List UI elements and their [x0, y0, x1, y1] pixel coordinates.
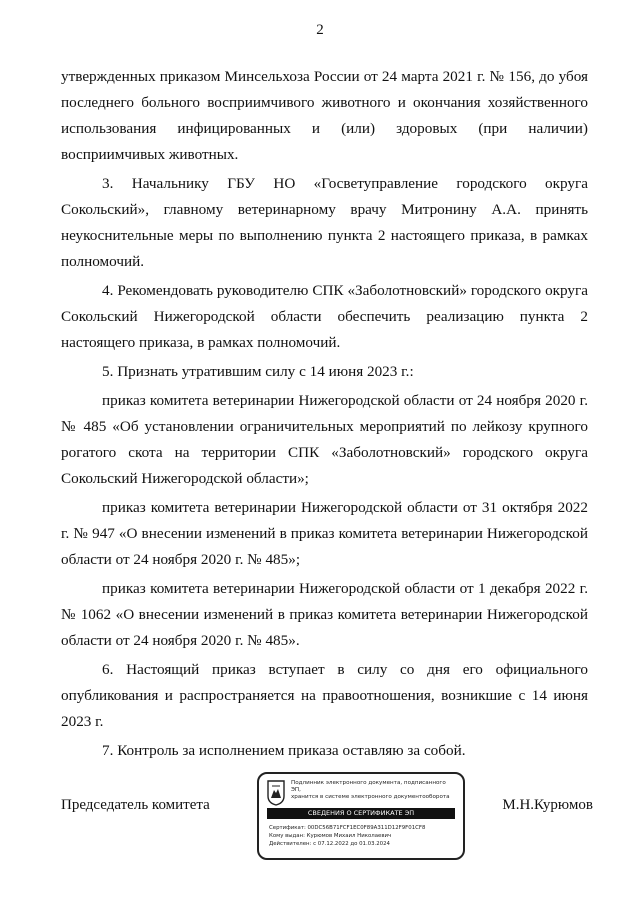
paragraph-order-947: приказ комитета ветеринарии Нижегородской области от 31 октября 2022 г. № 947 «О внесении изменений в приказ комитета ветеринарии Нижегородской области от 24 ноября 2020 г. № 485»;	[61, 499, 588, 568]
paragraph-item-4: 4. Рекомендовать руководителю СПК «Заболотновский» городского округа Сокольский Нижегородской области обеспечить реализацию пункта 2 настоящего приказа, в рамках полномочий.	[61, 282, 588, 351]
certificate-value: 00DC56B71FCF1EC0F89A311D12F9F01CF8	[307, 825, 426, 831]
paragraph-item-7: 7. Контроль за исполнением приказа оставляю за собой.	[102, 742, 466, 759]
certificate-row	[269, 824, 459, 832]
validity-row	[269, 840, 459, 848]
signatory-name: М.Н.Курюмов	[502, 797, 593, 813]
stamp-header: СВЕДЕНИЯ О СЕРТИФИКАТЕ ЭП	[267, 808, 455, 819]
stamp-note	[291, 780, 457, 801]
certificate-label: Сертификат:	[269, 825, 306, 831]
validity-value: с 07.12.2022 до 01.03.2024	[313, 841, 390, 847]
paragraph-order-485: приказ комитета ветеринарии Нижегородской области от 24 ноября 2020 г. № 485 «Об установлении ограничительных мероприятий по лейкозу крупного рогатого скота на территории СПК «Заболотновский» городского округа Сокольский Нижегородской области»;	[61, 392, 588, 487]
certificate-details	[269, 824, 459, 848]
owner-label: Кому выдан:	[269, 833, 305, 839]
electronic-signature-stamp	[257, 772, 465, 860]
paragraph-item-6: 6. Настоящий приказ вступает в силу со дня его официального опубликования и распространяется на правоотношения, возникшие с 14 июня 2023 г.	[61, 661, 588, 730]
paragraph-item-5: 5. Признать утратившим силу с 14 июня 2023 г.:	[102, 363, 414, 380]
stamp-note-line: Подлинник электронного документа, подписанного ЭП,	[291, 780, 446, 793]
signatory-title: Председатель комитета	[61, 797, 210, 813]
document-body	[61, 64, 588, 765]
paragraph-item-3: 3. Начальнику ГБУ НО «Госветуправление городского округа Сокольский», главному ветеринарному врачу Митронину А.А. принять неукоснительные меры по выполнению пункта 2 настоящего приказа, в рамках полномочий.	[61, 175, 588, 270]
signature-block	[61, 770, 593, 860]
paragraph-continuation: утвержденных приказом Минсельхоза России от 24 марта 2021 г. № 156, до убоя последнего больного восприимчивого животного и окончания хозяйственного использования инфицированных и (или) здоровых (при наличии) восприимчивых животных.	[61, 68, 588, 163]
stamp-note-line: хранится в системе электронного документооборота	[291, 794, 450, 800]
paragraph-order-1062: приказ комитета ветеринарии Нижегородской области от 1 декабря 2022 г. № 1062 «О внесении изменений в приказ комитета ветеринарии Нижегородской области от 24 ноября 2020 г. № 485».	[61, 580, 588, 649]
page-number: 2	[316, 22, 324, 38]
owner-value: Курюмов Михаил Николаевич	[306, 833, 392, 839]
owner-row	[269, 832, 459, 840]
coat-of-arms-icon	[267, 780, 285, 806]
validity-label: Действителен:	[269, 841, 312, 847]
